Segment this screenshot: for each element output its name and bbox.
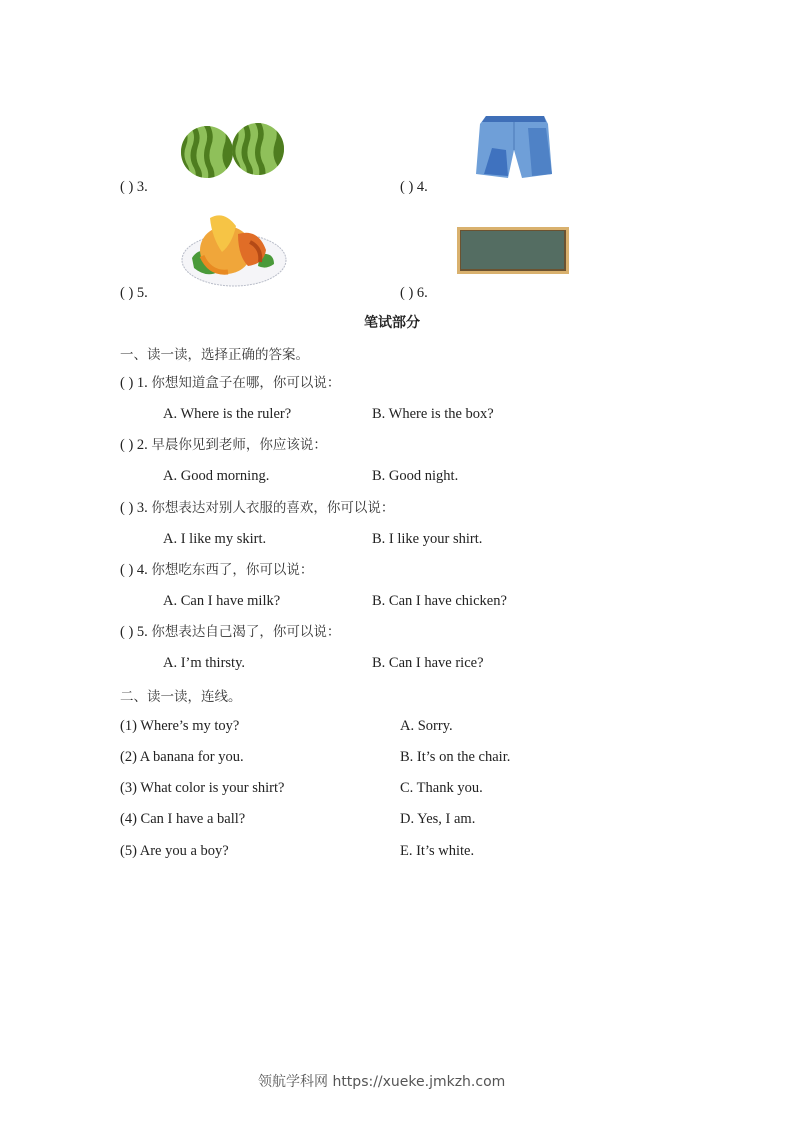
match-right-e: E. It’s white. xyxy=(400,843,475,859)
match-left-1: (1) Where’s my toy? xyxy=(120,718,240,734)
roast-chicken-icon xyxy=(180,210,288,290)
answer-bracket[interactable]: ( ) xyxy=(120,500,134,516)
picture-item-6-label xyxy=(400,284,428,302)
watermelon-image xyxy=(180,122,285,180)
part1-heading: 一、读一读，选择正确的答案。 xyxy=(120,347,309,363)
question-number: 3. xyxy=(136,500,148,516)
question-text: 你想吃东西了，你可以说： xyxy=(151,562,314,578)
match-right-c: C. Thank you. xyxy=(400,780,483,796)
answer-bracket[interactable]: ( ) xyxy=(120,562,134,578)
answer-bracket[interactable]: ( ) xyxy=(400,179,414,195)
match-right-a: A. Sorry. xyxy=(400,718,453,734)
answer-bracket[interactable]: ( ) xyxy=(120,375,134,391)
question-5 xyxy=(120,623,340,641)
question-3 xyxy=(120,499,394,517)
match-left-3: (3) What color is your shirt? xyxy=(120,780,285,796)
question-number: 2. xyxy=(136,437,148,453)
option-a: A. Where is the ruler? xyxy=(163,406,292,422)
answer-bracket[interactable]: ( ) xyxy=(120,624,134,640)
question-1 xyxy=(120,374,340,392)
question-4 xyxy=(120,561,313,579)
item-number: 3. xyxy=(136,179,148,195)
blackboard-image xyxy=(457,227,569,274)
answer-bracket[interactable]: ( ) xyxy=(400,285,414,301)
question-number: 1. xyxy=(136,375,148,391)
match-left-2: (2) A banana for you. xyxy=(120,749,244,765)
picture-item-4-label xyxy=(400,178,428,196)
option-b: B. Can I have chicken? xyxy=(372,593,507,609)
match-right-d: D. Yes, I am. xyxy=(400,811,476,827)
item-number: 5. xyxy=(136,285,148,301)
footer-watermark: 领航学科网 https://xueke.jmkzh.com xyxy=(258,1074,506,1090)
question-number: 4. xyxy=(136,562,148,578)
item-number: 6. xyxy=(416,285,428,301)
option-b: B. Can I have rice? xyxy=(372,655,484,671)
option-b: B. Where is the box? xyxy=(372,406,494,422)
question-number: 5. xyxy=(136,624,148,640)
shorts-icon xyxy=(472,114,554,180)
item-number: 4. xyxy=(416,179,428,195)
picture-item-5-label xyxy=(120,284,148,302)
watermelon-icon xyxy=(180,122,285,180)
option-a: A. I’m thirsty. xyxy=(163,655,246,671)
match-left-5: (5) Are you a boy? xyxy=(120,843,229,859)
question-2 xyxy=(120,436,327,454)
section-title: 笔试部分 xyxy=(364,315,420,331)
part2-heading: 二、读一读，连线。 xyxy=(120,689,242,705)
answer-bracket[interactable]: ( ) xyxy=(120,179,134,195)
match-left-4: (4) Can I have a ball? xyxy=(120,811,246,827)
option-a: A. I like my skirt. xyxy=(163,531,267,547)
option-a: A. Good morning. xyxy=(163,468,270,484)
shorts-image xyxy=(472,114,554,180)
answer-bracket[interactable]: ( ) xyxy=(120,437,134,453)
question-text: 你想表达对别人衣服的喜欢，你可以说： xyxy=(151,500,395,516)
option-b: B. Good night. xyxy=(372,468,459,484)
option-a: A. Can I have milk? xyxy=(163,593,281,609)
picture-item-3-label xyxy=(120,178,148,196)
question-text: 早晨你见到老师，你应该说： xyxy=(151,437,327,453)
question-text: 你想表达自己渴了，你可以说： xyxy=(151,624,341,640)
blackboard-icon xyxy=(457,227,569,274)
match-right-b: B. It’s on the chair. xyxy=(400,749,511,765)
answer-bracket[interactable]: ( ) xyxy=(120,285,134,301)
roast-chicken-image xyxy=(180,210,288,290)
option-b: B. I like your shirt. xyxy=(372,531,483,547)
question-text: 你想知道盒子在哪，你可以说： xyxy=(151,375,341,391)
